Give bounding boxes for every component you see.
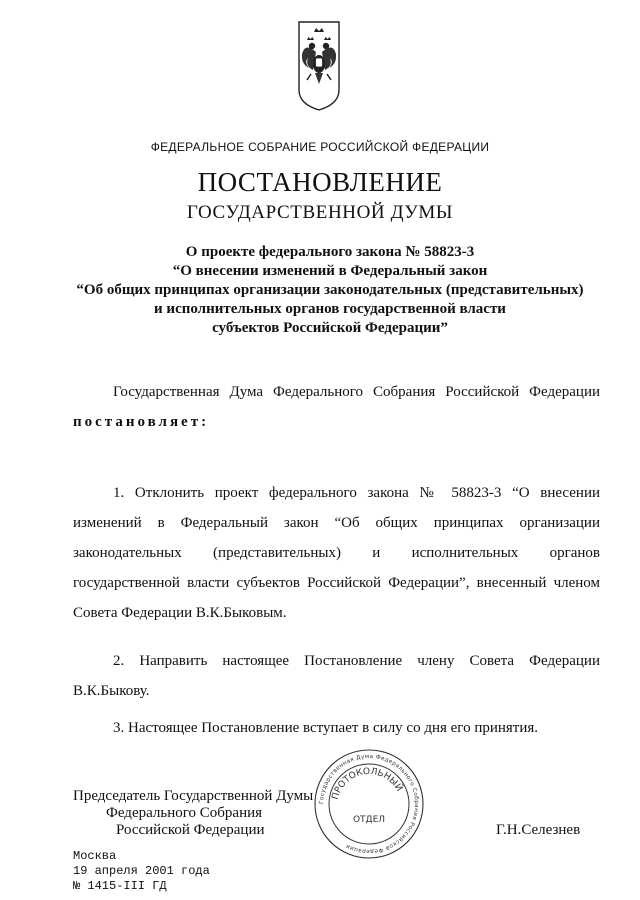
signatory-name: Г.Н.Селезнев: [496, 822, 581, 838]
stamp-inner-center: ОТДЕЛ: [352, 815, 386, 825]
subject-line: “О внесении изменений в Федеральный закон: [172, 263, 488, 279]
preamble-text: Государственная Дума Федерального Собрания Российской Федерации: [113, 384, 600, 400]
svg-text:ПРОТОКОЛЬНЫЙ: [331, 767, 406, 801]
signatory-title-line-3: Российской Федерации: [116, 822, 265, 838]
stamp-ring-text: Государственная Дума Федерального Собрания Российской Федерации: [318, 753, 420, 855]
footer-date: 19 апреля 2001 года: [73, 864, 210, 878]
resolution-item-3: 3. Настоящее Постановление вступает в силу со дня его принятия.: [113, 720, 539, 736]
emblem-icon: [296, 20, 342, 112]
preamble-paragraph: [73, 377, 600, 437]
preamble-keyword: постановляет:: [73, 414, 210, 430]
footer-number: № 1415-III ГД: [73, 879, 167, 893]
subject-line: О проекте федерального закона № 58823-3: [185, 244, 475, 260]
document-subject: [60, 243, 600, 338]
signatory-title-line-1: Председатель Государственной Думы: [73, 788, 314, 804]
subject-line: субъектов Российской Федерации”: [212, 320, 448, 336]
document-type-title: ПОСТАНОВЛЕНИЕ: [197, 167, 443, 197]
organization-title: ФЕДЕРАЛЬНОЕ СОБРАНИЕ РОССИЙСКОЙ ФЕДЕРАЦИИ: [150, 140, 490, 154]
resolution-item-2: 2. Направить настоящее Постановление члену Совета Федерации В.К.Быкову.: [73, 653, 600, 699]
resolution-item-1: 1. Отклонить проект федерального закона № 58823-3 “О внесении изменений в Федеральный закон “Об общих принципах организации законодательных (представительных) и исполнительных органов государственной власти субъектов Российской Федерации”, внесенный членом Совета Федерации В.К.Быковым.: [73, 485, 600, 621]
signatory-title-line-2: Федерального Собрания: [106, 805, 263, 821]
subject-line: “Об общих принципах организации законодательных (представительных): [76, 282, 584, 298]
stamp-inner-top: ПРОТОКОЛЬНЫЙ: [330, 766, 404, 801]
footer-city: Москва: [73, 849, 117, 863]
official-stamp: [313, 748, 425, 860]
subject-line: и исполнительных органов государственной власти: [154, 301, 506, 317]
issuer-title: ГОСУДАРСТВЕННОЙ ДУМЫ: [186, 202, 454, 223]
